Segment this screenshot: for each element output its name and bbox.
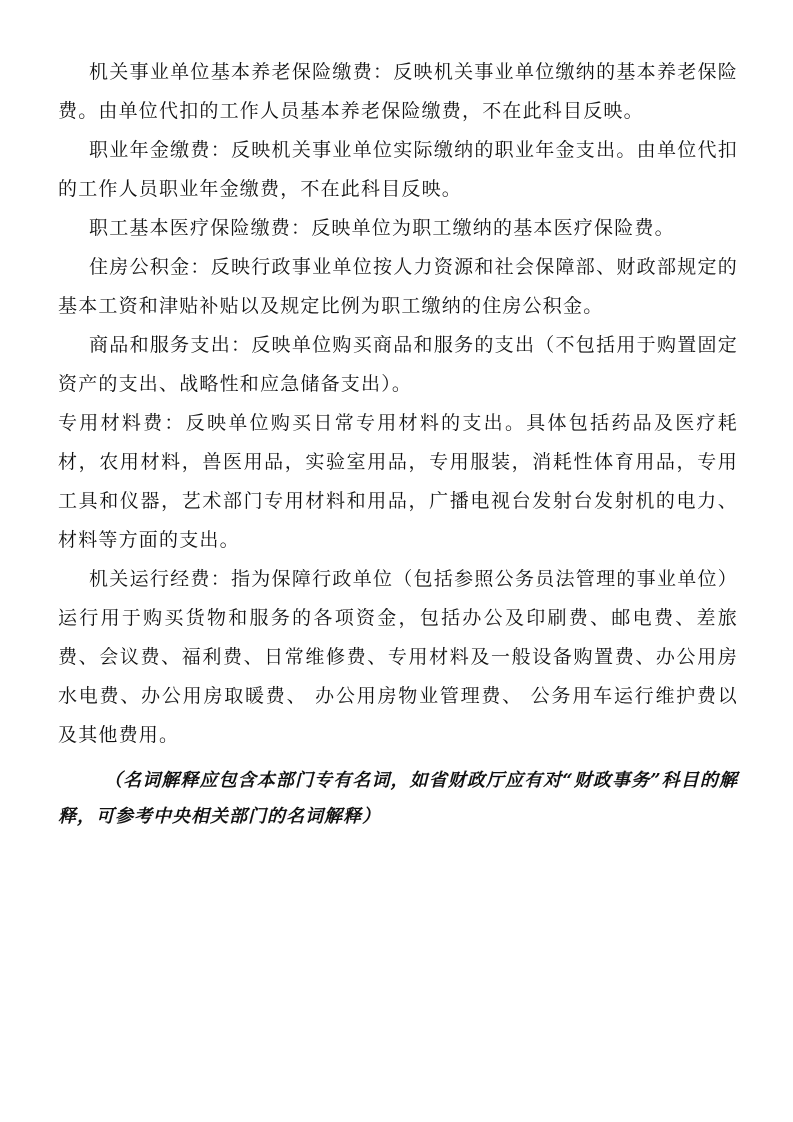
- paragraph-medical-insurance: 职工基本医疗保险缴费：反映单位为职工缴纳的基本医疗保险费。: [89, 217, 675, 239]
- paragraph-goods-services: 商品和服务支出：反映单位购买商品和服务的支出（不包括用于购置固定资产的支出、战略性和应急储备支出）。: [58, 334, 738, 395]
- paragraph-housing-fund: 住房公积金：反映行政事业单位按人力资源和社会保障部、财政部规定的基本工资和津贴补贴以及规定比例为职工缴纳的住房公积金。: [58, 256, 738, 317]
- document-page: [58, 53, 738, 835]
- explanatory-note: （名词解释应包含本部门专有名词，如省财政厅应有对“财政事务”科目的解释，可参考中央相关部门的名词解释）: [58, 770, 738, 827]
- paragraph-occupational-annuity: 职业年金缴费：反映机关事业单位实际缴纳的职业年金支出。由单位代扣的工作人员职业年金缴费，不在此科目反映。: [58, 139, 738, 200]
- paragraph-pension-insurance: 机关事业单位基本养老保险缴费：反映机关事业单位缴纳的基本养老保险费。由单位代扣的工作人员基本养老保险缴费，不在此科目反映。: [58, 61, 738, 122]
- paragraph-operating-expenses: 机关运行经费：指为保障行政单位（包括参照公务员法管理的事业单位）运行用于购买货物和服务的各项资金，包括办公及印刷费、邮电费、差旅费、会议费、福利费、日常维修费、专用材料及一般设备购置费、办公用房水电费、办公用房取暖费、 办公用房物业管理费、 公务用车运行维护费以及其他费用。: [58, 568, 738, 746]
- paragraph-special-materials: 专用材料费：反映单位购买日常专用材料的支出。具体包括药品及医疗耗材，农用材料，兽医用品，实验室用品，专用服装，消耗性体育用品，专用工具和仪器，艺术部门专用材料和用品，广播电视台发射台发射机的电力、材料等方面的支出。: [58, 412, 738, 551]
